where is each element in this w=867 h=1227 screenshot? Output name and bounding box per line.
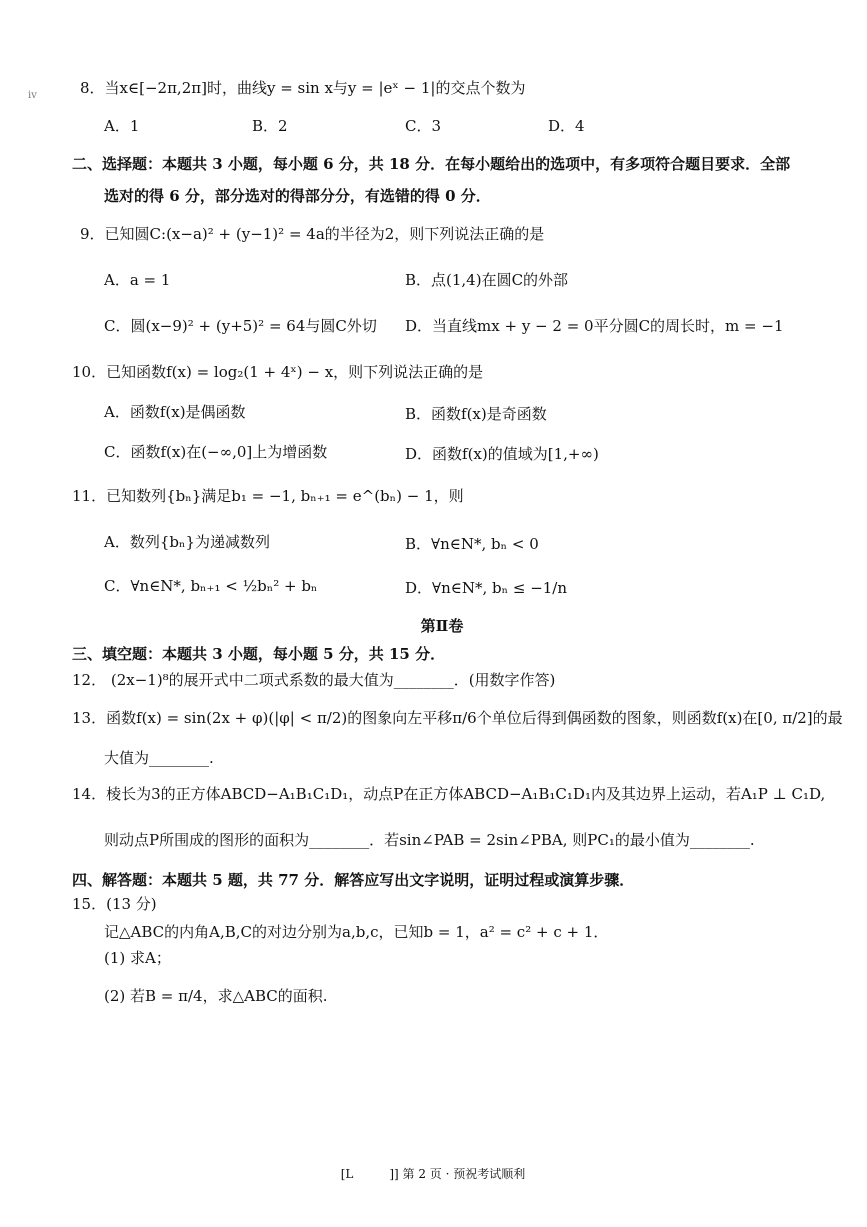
q10-option-d: D．函数f(x)的值域为[1,+∞): [405, 445, 599, 463]
q10-option-b: B．函数f(x)是奇函数: [405, 405, 547, 423]
q11-option-b: B．∀n∈N*, bₙ < 0: [405, 535, 539, 553]
section3-heading: 三、填空题：本题共 3 小题，每小题 5 分，共 15 分．: [72, 645, 446, 663]
q11-option-a: A．数列{bₙ}为递减数列: [104, 533, 271, 551]
q9-option-b: B．点(1,4)在圆C的外部: [405, 271, 569, 289]
q15-header: 15．(13 分): [72, 895, 157, 913]
q9-option-a: A．a = 1: [104, 271, 171, 289]
q13-line2: 大值为________.: [104, 749, 214, 767]
q8-option-a: A．1: [104, 117, 140, 135]
q14-line2: 则动点P所围成的图形的面积为________．若sin∠PAB = 2sin∠PBA, 则PC₁的最小值为________.: [104, 831, 755, 849]
q8-option-b: B．2: [252, 117, 288, 135]
scan-mark: ⅳ: [28, 90, 37, 101]
section4-heading: 四、解答题：本题共 5 题，共 77 分．解答应写出文字说明，证明过程或演算步骤．: [72, 871, 635, 889]
q8-stem: 8．当x∈[−2π,2π]时，曲线y = sin x与y = |eˣ − 1|的交点个数为: [80, 79, 526, 97]
q8-option-c: C．3: [405, 117, 442, 135]
q15-part2: (2) 若B = π/4，求△ABC的面积.: [104, 987, 328, 1005]
page-footer: [L ]] 第 2 页 · 预祝考试顺利: [340, 1167, 526, 1181]
q8-option-d: D．4: [548, 117, 585, 135]
q15-part1: (1) 求A；: [104, 949, 171, 967]
q9-stem: 9．已知圆C:(x−a)² + (y−1)² = 4a的半径为2，则下列说法正确的是: [80, 225, 545, 243]
q15-intro: 记△ABC的内角A,B,C的对边分别为a,b,c，已知b = 1，a² = c² + c + 1．: [104, 923, 609, 941]
q11-option-d: D．∀n∈N*, bₙ ≤ −1/n: [405, 579, 568, 597]
section2-heading-line2: 选对的得 6 分，部分选对的得部分分，有选错的得 0 分．: [104, 187, 491, 205]
section2-heading-line1: 二、选择题：本题共 3 小题，每小题 6 分，共 18 分．在每小题给出的选项中，有多项符合题目要求．全部: [72, 155, 791, 173]
q12-text: 12． (2x−1)⁸的展开式中二项式系数的最大值为________．(用数字作答): [72, 671, 556, 689]
q10-option-a: A．函数f(x)是偶函数: [104, 403, 246, 421]
q11-stem: 11．已知数列{bₙ}满足b₁ = −1, bₙ₊₁ = e^(bₙ) − 1，则: [72, 487, 464, 505]
q9-option-c: C．圆(x−9)² + (y+5)² = 64与圆C外切: [104, 317, 377, 335]
q13-line1: 13．函数f(x) = sin(2x + φ)(|φ| < π/2)的图象向左平移π/6个单位后得到偶函数的图象，则函数f(x)在[0, π/2]的最: [72, 709, 843, 727]
q9-option-d: D．当直线mx + y − 2 = 0平分圆C的周长时，m = −1: [405, 317, 784, 335]
q11-option-c: C．∀n∈N*, bₙ₊₁ < ½bₙ² + bₙ: [104, 577, 318, 595]
q14-line1: 14．棱长为3的正方体ABCD−A₁B₁C₁D₁，动点P在正方体ABCD−A₁B₁C₁D₁内及其边界上运动，若A₁P ⊥ C₁D,: [72, 785, 826, 803]
part2-title: 第Ⅱ卷: [420, 617, 464, 635]
q10-option-c: C．函数f(x)在(−∞,0]上为增函数: [104, 443, 328, 461]
q10-stem: 10．已知函数f(x) = log₂(1 + 4ˣ) − x，则下列说法正确的是: [72, 363, 484, 381]
